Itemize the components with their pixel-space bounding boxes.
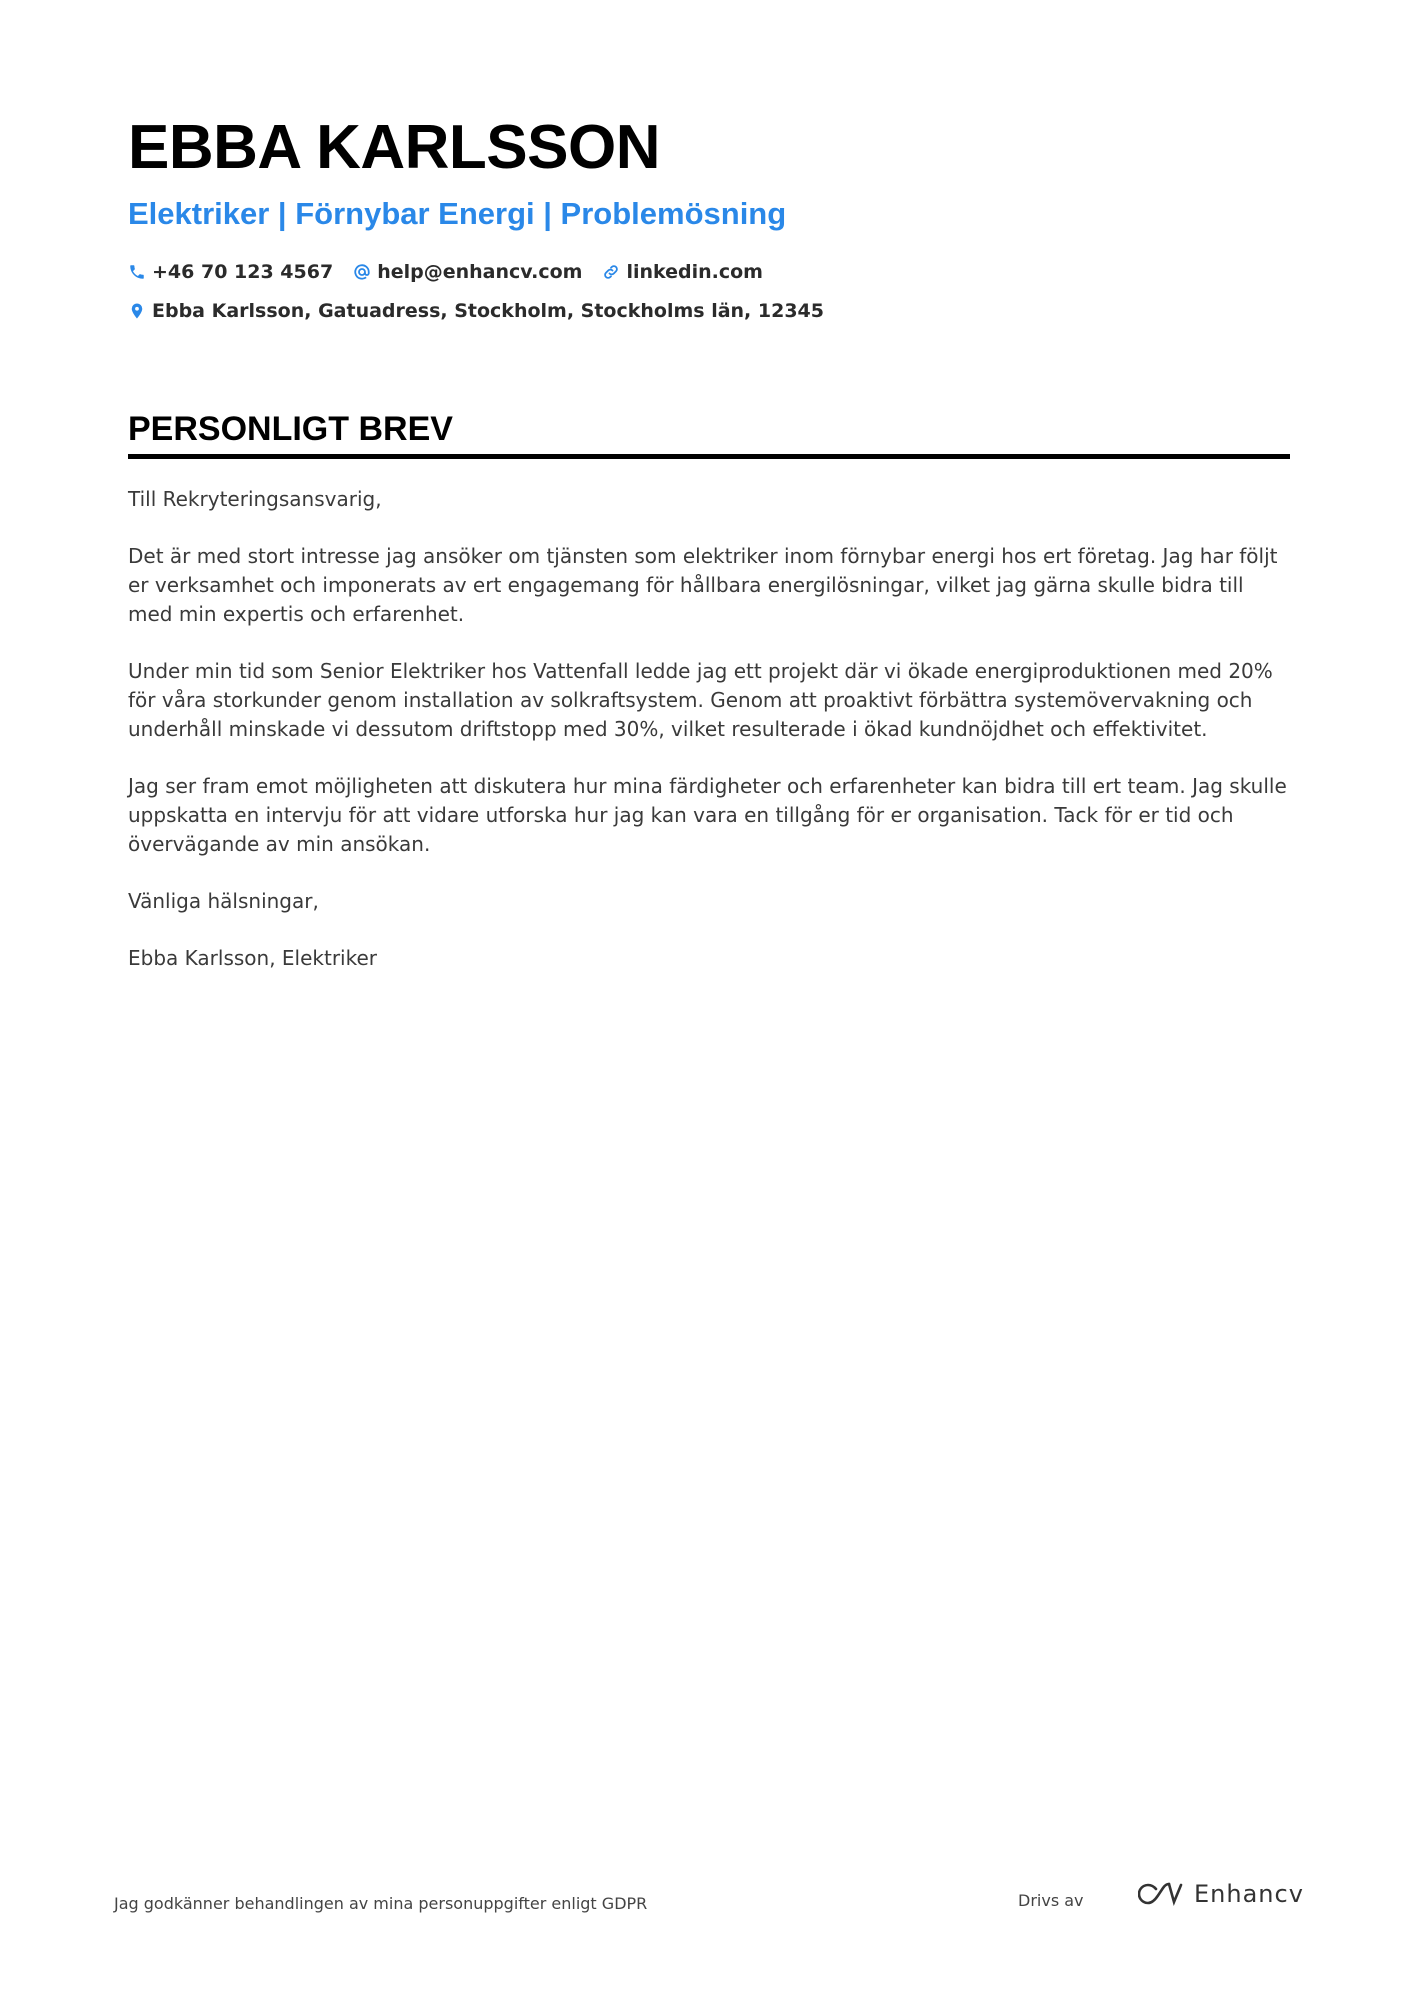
linkedin-link[interactable]: linkedin.com: [626, 261, 763, 283]
powered-by-label: Drivs av: [1018, 1891, 1084, 1910]
contact-linkedin[interactable]: [602, 260, 763, 284]
contact-email[interactable]: [353, 260, 582, 284]
email-link[interactable]: help@enhancv.com: [377, 261, 583, 283]
applicant-name: EBBA KARLSSON: [128, 113, 661, 182]
letter-greeting: Till Rekryteringsansvarig,: [128, 487, 382, 511]
letter-paragraph: Det är med stort intresse jag ansöker om tjänsten som elektriker inom förnybar energi hos ert företag. Jag har följt er verksamhet och imponerats av ert engagemang för hållbara energilösningar, vilket jag gärna skulle bidra till med min expertis och erfarenhet.: [128, 544, 1278, 626]
section-divider: [128, 454, 1290, 459]
gdpr-consent: Jag godkänner behandlingen av mina personuppgifter enligt GDPR: [114, 1894, 648, 1913]
letter-body: [128, 485, 1290, 973]
contact-phone: [128, 260, 333, 284]
phone-text: +46 70 123 4567: [152, 261, 334, 283]
phone-icon: [128, 263, 146, 281]
brand-logo[interactable]: [1138, 1880, 1304, 1908]
at-icon: [353, 263, 371, 281]
link-icon: [602, 263, 620, 281]
header: [128, 110, 1288, 323]
letter-paragraph: Under min tid som Senior Elektriker hos Vattenfall ledde jag ett projekt där vi ökade energiproduktionen med 20% för våra storkunder genom installation av solkraftsystem. Genom att proaktivt förbättra systemövervakning och underhåll minskade vi dessutom driftstopp med 30%, vilket resulterade i ökad kundnöjdhet och effektivitet.: [128, 659, 1273, 741]
letter-signature: Ebba Karlsson, Elektriker: [128, 946, 378, 970]
section-title: PERSONLIGT BREV: [128, 410, 453, 448]
location-pin-icon: [128, 302, 146, 320]
cover-letter-section: [128, 408, 1290, 1001]
address-row: [128, 299, 1288, 323]
contact-address: [128, 299, 824, 323]
contact-row: [128, 260, 1288, 284]
infinity-logo-icon: [1138, 1881, 1184, 1907]
letter-paragraph: Jag ser fram emot möjligheten att diskutera hur mina färdigheter och erfarenheter kan bidra till ert team. Jag skulle uppskatta en intervju för att vidare utforska hur jag kan vara en tillgång för er organisation. Tack för er tid och övervägande av min ansökan.: [128, 774, 1287, 856]
applicant-title: Elektriker | Förnybar Energi | Problemösning: [128, 196, 787, 231]
brand-name: Enhancv: [1194, 1880, 1304, 1908]
letter-closing: Vänliga hälsningar,: [128, 889, 319, 913]
address-text: Ebba Karlsson, Gatuadress, Stockholm, Stockholms län, 12345: [152, 300, 824, 322]
